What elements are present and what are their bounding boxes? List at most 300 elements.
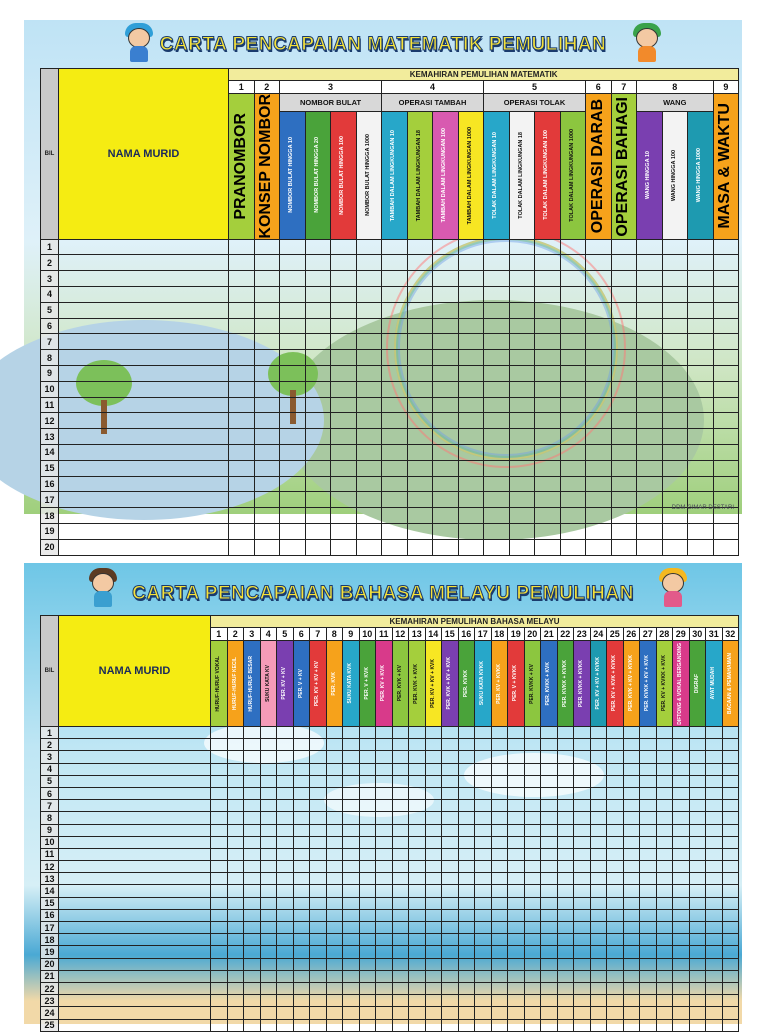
achievement-cell[interactable] [656,751,673,763]
achievement-cell[interactable] [673,836,690,848]
achievement-cell[interactable] [623,727,640,739]
achievement-cell[interactable] [359,1007,376,1019]
achievement-cell[interactable] [359,751,376,763]
achievement-cell[interactable] [392,1007,409,1019]
achievement-cell[interactable] [458,460,484,476]
achievement-cell[interactable] [227,727,244,739]
achievement-cell[interactable] [425,836,442,848]
student-name-cell[interactable] [59,334,229,350]
achievement-cell[interactable] [509,429,535,445]
achievement-cell[interactable] [442,1007,459,1019]
achievement-cell[interactable] [541,824,558,836]
achievement-cell[interactable] [343,848,360,860]
achievement-cell[interactable] [382,239,408,255]
achievement-cell[interactable] [673,922,690,934]
achievement-cell[interactable] [656,824,673,836]
achievement-cell[interactable] [433,381,459,397]
achievement-cell[interactable] [557,751,574,763]
achievement-cell[interactable] [541,812,558,824]
achievement-cell[interactable] [689,958,706,970]
achievement-cell[interactable] [227,897,244,909]
achievement-cell[interactable] [590,995,607,1007]
achievement-cell[interactable] [356,381,382,397]
achievement-cell[interactable] [623,787,640,799]
achievement-cell[interactable] [662,350,688,366]
achievement-cell[interactable] [662,239,688,255]
achievement-cell[interactable] [433,334,459,350]
achievement-cell[interactable] [560,397,586,413]
achievement-cell[interactable] [331,523,357,539]
achievement-cell[interactable] [425,751,442,763]
achievement-cell[interactable] [310,727,327,739]
achievement-cell[interactable] [673,1019,690,1031]
achievement-cell[interactable] [280,429,306,445]
achievement-cell[interactable] [689,909,706,921]
achievement-cell[interactable] [475,922,492,934]
achievement-cell[interactable] [227,970,244,982]
achievement-cell[interactable] [407,318,433,334]
achievement-cell[interactable] [557,787,574,799]
achievement-cell[interactable] [382,413,408,429]
achievement-cell[interactable] [662,365,688,381]
achievement-cell[interactable] [244,970,261,982]
achievement-cell[interactable] [508,775,525,787]
achievement-cell[interactable] [425,897,442,909]
achievement-cell[interactable] [656,727,673,739]
achievement-cell[interactable] [376,824,393,836]
achievement-cell[interactable] [475,946,492,958]
achievement-cell[interactable] [392,836,409,848]
achievement-cell[interactable] [343,739,360,751]
achievement-cell[interactable] [310,861,327,873]
achievement-cell[interactable] [557,836,574,848]
achievement-cell[interactable] [227,995,244,1007]
achievement-cell[interactable] [689,922,706,934]
achievement-cell[interactable] [442,812,459,824]
achievement-cell[interactable] [310,787,327,799]
achievement-cell[interactable] [244,775,261,787]
achievement-cell[interactable] [326,909,343,921]
achievement-cell[interactable] [706,922,723,934]
achievement-cell[interactable] [607,934,624,946]
achievement-cell[interactable] [211,848,228,860]
achievement-cell[interactable] [326,848,343,860]
achievement-cell[interactable] [524,909,541,921]
achievement-cell[interactable] [475,739,492,751]
achievement-cell[interactable] [688,287,714,303]
achievement-cell[interactable] [310,922,327,934]
achievement-cell[interactable] [305,318,331,334]
achievement-cell[interactable] [557,824,574,836]
achievement-cell[interactable] [491,800,508,812]
achievement-cell[interactable] [280,271,306,287]
student-name-cell[interactable] [59,739,211,751]
achievement-cell[interactable] [491,1019,508,1031]
achievement-cell[interactable] [722,934,739,946]
achievement-cell[interactable] [574,836,591,848]
achievement-cell[interactable] [541,885,558,897]
achievement-cell[interactable] [491,861,508,873]
achievement-cell[interactable] [229,539,255,555]
achievement-cell[interactable] [611,255,637,271]
achievement-cell[interactable] [508,751,525,763]
achievement-cell[interactable] [382,476,408,492]
achievement-cell[interactable] [277,909,294,921]
achievement-cell[interactable] [475,1019,492,1031]
student-name-cell[interactable] [59,444,229,460]
achievement-cell[interactable] [326,934,343,946]
achievement-cell[interactable] [244,958,261,970]
achievement-cell[interactable] [433,318,459,334]
achievement-cell[interactable] [359,800,376,812]
achievement-cell[interactable] [277,824,294,836]
achievement-cell[interactable] [331,476,357,492]
student-name-cell[interactable] [59,539,229,555]
achievement-cell[interactable] [508,739,525,751]
achievement-cell[interactable] [277,897,294,909]
achievement-cell[interactable] [409,922,426,934]
achievement-cell[interactable] [713,444,739,460]
achievement-cell[interactable] [425,885,442,897]
achievement-cell[interactable] [356,239,382,255]
student-name-cell[interactable] [59,460,229,476]
achievement-cell[interactable] [260,958,277,970]
achievement-cell[interactable] [433,350,459,366]
achievement-cell[interactable] [590,824,607,836]
achievement-cell[interactable] [407,429,433,445]
achievement-cell[interactable] [574,934,591,946]
achievement-cell[interactable] [623,873,640,885]
achievement-cell[interactable] [254,271,280,287]
achievement-cell[interactable] [310,775,327,787]
achievement-cell[interactable] [331,413,357,429]
achievement-cell[interactable] [392,897,409,909]
achievement-cell[interactable] [376,934,393,946]
achievement-cell[interactable] [484,429,510,445]
achievement-cell[interactable] [331,460,357,476]
achievement-cell[interactable] [293,836,310,848]
achievement-cell[interactable] [407,287,433,303]
achievement-cell[interactable] [656,861,673,873]
achievement-cell[interactable] [640,946,657,958]
achievement-cell[interactable] [475,787,492,799]
achievement-cell[interactable] [524,1019,541,1031]
achievement-cell[interactable] [541,934,558,946]
achievement-cell[interactable] [331,334,357,350]
achievement-cell[interactable] [722,995,739,1007]
achievement-cell[interactable] [590,812,607,824]
achievement-cell[interactable] [623,836,640,848]
student-name-cell[interactable] [59,350,229,366]
achievement-cell[interactable] [688,460,714,476]
achievement-cell[interactable] [524,727,541,739]
achievement-cell[interactable] [392,763,409,775]
achievement-cell[interactable] [376,727,393,739]
achievement-cell[interactable] [640,787,657,799]
achievement-cell[interactable] [277,812,294,824]
achievement-cell[interactable] [611,302,637,318]
achievement-cell[interactable] [442,885,459,897]
achievement-cell[interactable] [376,861,393,873]
achievement-cell[interactable] [305,397,331,413]
achievement-cell[interactable] [425,775,442,787]
achievement-cell[interactable] [407,508,433,524]
achievement-cell[interactable] [458,909,475,921]
achievement-cell[interactable] [713,460,739,476]
achievement-cell[interactable] [433,539,459,555]
achievement-cell[interactable] [409,873,426,885]
achievement-cell[interactable] [211,824,228,836]
achievement-cell[interactable] [475,885,492,897]
achievement-cell[interactable] [706,934,723,946]
achievement-cell[interactable] [637,239,663,255]
achievement-cell[interactable] [277,873,294,885]
student-name-cell[interactable] [59,381,229,397]
achievement-cell[interactable] [689,934,706,946]
achievement-cell[interactable] [541,1019,558,1031]
achievement-cell[interactable] [557,848,574,860]
achievement-cell[interactable] [673,995,690,1007]
achievement-cell[interactable] [557,982,574,994]
achievement-cell[interactable] [541,958,558,970]
achievement-cell[interactable] [688,271,714,287]
achievement-cell[interactable] [722,958,739,970]
achievement-cell[interactable] [557,934,574,946]
achievement-cell[interactable] [688,476,714,492]
achievement-cell[interactable] [254,476,280,492]
achievement-cell[interactable] [662,397,688,413]
achievement-cell[interactable] [376,897,393,909]
achievement-cell[interactable] [535,413,561,429]
achievement-cell[interactable] [425,995,442,1007]
achievement-cell[interactable] [662,271,688,287]
achievement-cell[interactable] [689,873,706,885]
achievement-cell[interactable] [277,885,294,897]
achievement-cell[interactable] [280,413,306,429]
achievement-cell[interactable] [425,861,442,873]
achievement-cell[interactable] [392,885,409,897]
achievement-cell[interactable] [557,1007,574,1019]
achievement-cell[interactable] [343,812,360,824]
achievement-cell[interactable] [535,444,561,460]
achievement-cell[interactable] [244,1007,261,1019]
achievement-cell[interactable] [535,492,561,508]
achievement-cell[interactable] [623,739,640,751]
achievement-cell[interactable] [260,739,277,751]
achievement-cell[interactable] [508,800,525,812]
achievement-cell[interactable] [244,836,261,848]
achievement-cell[interactable] [280,318,306,334]
achievement-cell[interactable] [706,861,723,873]
achievement-cell[interactable] [211,897,228,909]
achievement-cell[interactable] [637,413,663,429]
achievement-cell[interactable] [535,476,561,492]
achievement-cell[interactable] [508,934,525,946]
achievement-cell[interactable] [409,848,426,860]
achievement-cell[interactable] [524,800,541,812]
achievement-cell[interactable] [277,982,294,994]
achievement-cell[interactable] [508,787,525,799]
achievement-cell[interactable] [211,885,228,897]
achievement-cell[interactable] [689,861,706,873]
achievement-cell[interactable] [706,970,723,982]
achievement-cell[interactable] [590,958,607,970]
achievement-cell[interactable] [722,812,739,824]
achievement-cell[interactable] [623,751,640,763]
achievement-cell[interactable] [293,885,310,897]
achievement-cell[interactable] [442,739,459,751]
achievement-cell[interactable] [229,523,255,539]
student-name-cell[interactable] [59,934,211,946]
achievement-cell[interactable] [541,800,558,812]
achievement-cell[interactable] [586,508,612,524]
achievement-cell[interactable] [442,897,459,909]
achievement-cell[interactable] [293,800,310,812]
achievement-cell[interactable] [590,885,607,897]
achievement-cell[interactable] [557,800,574,812]
achievement-cell[interactable] [293,787,310,799]
achievement-cell[interactable] [392,739,409,751]
achievement-cell[interactable] [244,848,261,860]
achievement-cell[interactable] [673,787,690,799]
achievement-cell[interactable] [491,934,508,946]
achievement-cell[interactable] [227,848,244,860]
achievement-cell[interactable] [343,763,360,775]
achievement-cell[interactable] [509,239,535,255]
achievement-cell[interactable] [706,958,723,970]
achievement-cell[interactable] [623,824,640,836]
achievement-cell[interactable] [392,775,409,787]
achievement-cell[interactable] [574,751,591,763]
achievement-cell[interactable] [574,995,591,1007]
achievement-cell[interactable] [689,812,706,824]
achievement-cell[interactable] [508,727,525,739]
achievement-cell[interactable] [293,970,310,982]
achievement-cell[interactable] [244,739,261,751]
achievement-cell[interactable] [343,727,360,739]
achievement-cell[interactable] [343,934,360,946]
achievement-cell[interactable] [607,909,624,921]
achievement-cell[interactable] [586,318,612,334]
achievement-cell[interactable] [524,1007,541,1019]
achievement-cell[interactable] [376,1007,393,1019]
achievement-cell[interactable] [673,824,690,836]
achievement-cell[interactable] [458,318,484,334]
achievement-cell[interactable] [722,824,739,836]
achievement-cell[interactable] [425,812,442,824]
achievement-cell[interactable] [326,836,343,848]
achievement-cell[interactable] [433,492,459,508]
achievement-cell[interactable] [343,982,360,994]
achievement-cell[interactable] [673,848,690,860]
achievement-cell[interactable] [305,334,331,350]
achievement-cell[interactable] [706,946,723,958]
achievement-cell[interactable] [280,444,306,460]
achievement-cell[interactable] [260,836,277,848]
achievement-cell[interactable] [211,763,228,775]
achievement-cell[interactable] [458,334,484,350]
achievement-cell[interactable] [458,885,475,897]
achievement-cell[interactable] [331,429,357,445]
achievement-cell[interactable] [310,836,327,848]
achievement-cell[interactable] [607,885,624,897]
achievement-cell[interactable] [623,958,640,970]
achievement-cell[interactable] [407,255,433,271]
achievement-cell[interactable] [356,287,382,303]
student-name-cell[interactable] [59,271,229,287]
achievement-cell[interactable] [509,460,535,476]
achievement-cell[interactable] [211,873,228,885]
achievement-cell[interactable] [280,334,306,350]
achievement-cell[interactable] [713,334,739,350]
achievement-cell[interactable] [227,982,244,994]
achievement-cell[interactable] [491,1007,508,1019]
achievement-cell[interactable] [706,739,723,751]
achievement-cell[interactable] [524,982,541,994]
achievement-cell[interactable] [586,302,612,318]
achievement-cell[interactable] [277,800,294,812]
achievement-cell[interactable] [280,476,306,492]
achievement-cell[interactable] [392,812,409,824]
achievement-cell[interactable] [356,508,382,524]
achievement-cell[interactable] [382,302,408,318]
student-name-cell[interactable] [59,995,211,1007]
achievement-cell[interactable] [656,873,673,885]
achievement-cell[interactable] [640,763,657,775]
achievement-cell[interactable] [535,287,561,303]
achievement-cell[interactable] [425,958,442,970]
achievement-cell[interactable] [277,995,294,1007]
achievement-cell[interactable] [310,873,327,885]
achievement-cell[interactable] [524,897,541,909]
achievement-cell[interactable] [557,897,574,909]
achievement-cell[interactable] [211,800,228,812]
achievement-cell[interactable] [475,1007,492,1019]
achievement-cell[interactable] [475,897,492,909]
achievement-cell[interactable] [611,508,637,524]
achievement-cell[interactable] [458,365,484,381]
achievement-cell[interactable] [280,381,306,397]
achievement-cell[interactable] [211,1019,228,1031]
achievement-cell[interactable] [229,444,255,460]
achievement-cell[interactable] [326,861,343,873]
achievement-cell[interactable] [376,873,393,885]
achievement-cell[interactable] [607,824,624,836]
achievement-cell[interactable] [458,958,475,970]
achievement-cell[interactable] [392,909,409,921]
achievement-cell[interactable] [254,397,280,413]
student-name-cell[interactable] [59,800,211,812]
achievement-cell[interactable] [425,982,442,994]
student-name-cell[interactable] [59,909,211,921]
achievement-cell[interactable] [673,958,690,970]
achievement-cell[interactable] [227,861,244,873]
achievement-cell[interactable] [407,523,433,539]
achievement-cell[interactable] [409,812,426,824]
achievement-cell[interactable] [211,946,228,958]
achievement-cell[interactable] [541,909,558,921]
student-name-cell[interactable] [59,970,211,982]
achievement-cell[interactable] [574,787,591,799]
achievement-cell[interactable] [623,897,640,909]
student-name-cell[interactable] [59,318,229,334]
achievement-cell[interactable] [244,751,261,763]
achievement-cell[interactable] [535,302,561,318]
achievement-cell[interactable] [331,508,357,524]
achievement-cell[interactable] [277,1019,294,1031]
student-name-cell[interactable] [59,873,211,885]
achievement-cell[interactable] [382,255,408,271]
